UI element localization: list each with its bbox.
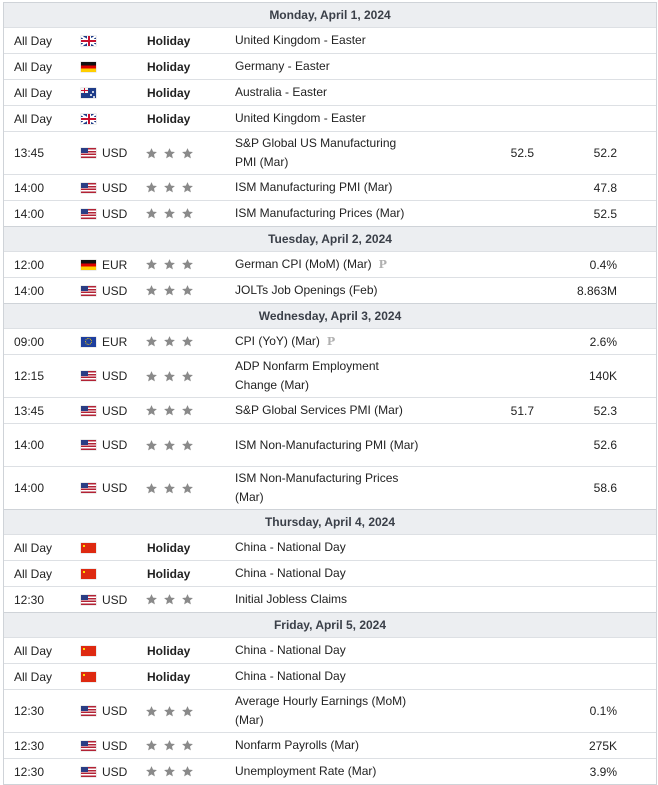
event-actual: [474, 535, 534, 560]
us-flag-icon: [81, 741, 96, 751]
eu-flag-icon: [81, 337, 96, 347]
event-time: 14:00: [14, 180, 45, 195]
event-name[interactable]: [235, 424, 420, 466]
event-currency: USD: [102, 146, 128, 160]
event-actual: [474, 278, 534, 303]
holiday-label: Holiday: [147, 59, 191, 74]
event-title[interactable]: Germany - Easter: [235, 59, 330, 73]
star-icon: [163, 439, 176, 452]
event-time: All Day: [14, 111, 53, 126]
star-icon: [145, 482, 158, 495]
event-forecast: [544, 535, 617, 560]
star-icon: [163, 593, 176, 606]
event-title[interactable]: United Kingdom - Easter: [235, 111, 366, 125]
event-forecast: 3.9%: [589, 764, 617, 779]
star-icon: [145, 258, 158, 271]
star-icon: [163, 284, 176, 297]
event-actual: [474, 690, 534, 732]
event-row[interactable]: [4, 79, 656, 105]
star-icon: [163, 482, 176, 495]
importance-stars: [145, 424, 205, 466]
event-name[interactable]: [235, 175, 420, 200]
star-icon: [181, 404, 194, 417]
event-time: 14:00: [14, 206, 45, 221]
event-name[interactable]: [235, 54, 420, 79]
event-actual: [474, 54, 534, 79]
importance-stars: [145, 355, 205, 397]
event-name[interactable]: [235, 587, 420, 612]
event-currency: USD: [102, 283, 128, 298]
star-icon: [145, 370, 158, 383]
star-icon: [181, 284, 194, 297]
event-time: 12:15: [14, 369, 45, 383]
event-title[interactable]: S&P Global Services PMI (Mar): [235, 403, 403, 417]
star-icon: [181, 147, 194, 160]
event-name[interactable]: [235, 398, 420, 423]
star-icon: [181, 705, 194, 718]
star-icon: [145, 739, 158, 752]
event-name[interactable]: [235, 535, 420, 560]
importance-stars: [145, 733, 205, 758]
event-actual: [474, 424, 534, 466]
importance-stars: [145, 252, 205, 277]
china-flag-icon: [81, 569, 96, 579]
event-currency: EUR: [102, 257, 128, 272]
us-flag-icon: [81, 767, 96, 777]
event-name[interactable]: [235, 759, 420, 784]
day-header: Tuesday, April 2, 2024: [4, 226, 656, 251]
event-actual: [474, 175, 534, 200]
star-icon: [163, 765, 176, 778]
event-row[interactable]: [4, 174, 656, 200]
event-row[interactable]: [4, 131, 656, 174]
event-name[interactable]: [235, 278, 420, 303]
event-forecast: 0.1%: [589, 704, 617, 718]
event-row[interactable]: [4, 397, 656, 423]
event-actual: [474, 759, 534, 784]
event-currency: USD: [102, 403, 128, 418]
event-forecast: 0.4%: [589, 257, 617, 272]
event-forecast: 140K: [588, 369, 617, 383]
event-forecast: 47.8: [593, 180, 617, 195]
event-name[interactable]: [235, 561, 420, 586]
star-icon: [181, 439, 194, 452]
holiday-label: Holiday: [147, 643, 191, 658]
us-flag-icon: [81, 183, 96, 193]
event-currency: USD: [102, 180, 128, 195]
star-icon: [145, 765, 158, 778]
event-row[interactable]: [4, 328, 656, 354]
us-flag-icon: [81, 595, 96, 605]
event-row[interactable]: [4, 560, 656, 586]
event-forecast: 52.2: [593, 146, 617, 160]
event-actual: [474, 329, 534, 354]
event-title[interactable]: CPI (YoY) (Mar): [235, 334, 320, 348]
holiday-label: Holiday: [147, 566, 191, 581]
event-actual: [474, 587, 534, 612]
event-currency: USD: [102, 704, 128, 718]
event-name[interactable]: [235, 690, 420, 732]
star-icon: [181, 739, 194, 752]
event-row[interactable]: [4, 423, 656, 466]
event-actual: [474, 106, 534, 131]
event-currency: USD: [102, 481, 128, 495]
us-flag-icon: [81, 148, 96, 158]
event-time: 13:45: [14, 403, 45, 418]
star-icon: [181, 370, 194, 383]
event-title[interactable]: Unemployment Rate (Mar): [235, 764, 377, 778]
event-forecast: [544, 587, 617, 612]
event-time: All Day: [14, 643, 53, 658]
event-time: All Day: [14, 540, 53, 555]
event-row[interactable]: [4, 689, 656, 732]
event-time: All Day: [14, 566, 53, 581]
event-forecast: [544, 106, 617, 131]
event-time: All Day: [14, 85, 53, 100]
economic-calendar-table: [3, 2, 657, 785]
importance-stars: [145, 329, 205, 354]
importance-stars: [145, 587, 205, 612]
star-icon: [145, 335, 158, 348]
event-title[interactable]: S&P Global US Manufacturing PMI (Mar): [235, 136, 397, 169]
preliminary-icon: P: [378, 258, 387, 271]
star-icon: [181, 207, 194, 220]
event-time: 12:00: [14, 257, 45, 272]
event-forecast: 8.863M: [576, 283, 617, 298]
event-actual: [474, 733, 534, 758]
us-flag-icon: [81, 706, 96, 716]
event-title[interactable]: Average Hourly Earnings (MoM) (Mar): [235, 694, 407, 727]
star-icon: [181, 765, 194, 778]
star-icon: [145, 593, 158, 606]
star-icon: [163, 739, 176, 752]
holiday-label: Holiday: [147, 111, 191, 126]
event-time: 12:30: [14, 738, 45, 753]
event-title[interactable]: Nonfarm Payrolls (Mar): [235, 738, 360, 752]
event-row[interactable]: [4, 53, 656, 79]
us-flag-icon: [81, 371, 96, 381]
event-currency: USD: [102, 369, 128, 383]
day-header: Wednesday, April 3, 2024: [4, 303, 656, 328]
event-currency: USD: [102, 764, 128, 779]
event-time: 12:30: [14, 704, 45, 718]
event-name[interactable]: [235, 252, 420, 277]
event-time: All Day: [14, 33, 53, 48]
event-currency: USD: [102, 206, 128, 221]
event-actual: [474, 561, 534, 586]
event-forecast: [544, 28, 617, 53]
event-row[interactable]: [4, 277, 656, 303]
event-actual: [474, 664, 534, 689]
event-name[interactable]: [235, 355, 420, 397]
event-time: 13:45: [14, 146, 45, 160]
event-time: 12:30: [14, 764, 45, 779]
star-icon: [181, 593, 194, 606]
event-name[interactable]: [235, 28, 420, 53]
importance-stars: [145, 690, 205, 732]
star-icon: [145, 207, 158, 220]
day-header: Thursday, April 4, 2024: [4, 509, 656, 534]
event-row[interactable]: [4, 758, 656, 784]
event-title[interactable]: JOLTs Job Openings (Feb): [235, 283, 378, 297]
star-icon: [163, 705, 176, 718]
event-forecast: [544, 638, 617, 663]
day-header: Friday, April 5, 2024: [4, 612, 656, 637]
importance-stars: [145, 201, 205, 226]
us-flag-icon: [81, 286, 96, 296]
uk-flag-icon: [81, 36, 96, 46]
germany-flag-icon: [81, 62, 96, 72]
event-row[interactable]: [4, 251, 656, 277]
event-row[interactable]: [4, 732, 656, 758]
event-forecast: 52.3: [593, 403, 617, 418]
importance-stars: [145, 175, 205, 200]
event-actual: [474, 80, 534, 105]
event-actual: [474, 252, 534, 277]
event-actual: [474, 28, 534, 53]
star-icon: [163, 335, 176, 348]
event-title[interactable]: ISM Non-Manufacturing PMI (Mar): [235, 437, 419, 452]
event-name[interactable]: [235, 132, 420, 174]
event-title[interactable]: ISM Manufacturing Prices (Mar): [235, 206, 405, 220]
star-icon: [163, 370, 176, 383]
event-title[interactable]: Australia - Easter: [235, 85, 328, 99]
event-time: 09:00: [14, 334, 45, 349]
star-icon: [163, 181, 176, 194]
event-time: All Day: [14, 669, 53, 684]
event-row[interactable]: [4, 354, 656, 397]
event-currency: EUR: [102, 334, 128, 349]
us-flag-icon: [81, 406, 96, 416]
us-flag-icon: [81, 440, 96, 450]
star-icon: [181, 482, 194, 495]
event-row[interactable]: [4, 637, 656, 663]
star-icon: [163, 258, 176, 271]
importance-stars: [145, 278, 205, 303]
event-currency: USD: [102, 738, 128, 753]
event-row[interactable]: [4, 27, 656, 53]
event-row[interactable]: [4, 200, 656, 226]
germany-flag-icon: [81, 260, 96, 270]
holiday-label: Holiday: [147, 669, 191, 684]
event-forecast: [544, 54, 617, 79]
star-icon: [181, 181, 194, 194]
star-icon: [163, 147, 176, 160]
event-forecast: [544, 561, 617, 586]
event-time: 12:30: [14, 592, 45, 607]
star-icon: [163, 207, 176, 220]
event-currency: USD: [102, 438, 128, 452]
star-icon: [145, 181, 158, 194]
event-title[interactable]: ADP Nonfarm Employment Change (Mar): [235, 359, 379, 392]
star-icon: [163, 404, 176, 417]
event-actual: 52.5: [510, 146, 534, 160]
star-icon: [145, 705, 158, 718]
event-forecast: 2.6%: [589, 334, 617, 349]
event-title[interactable]: Initial Jobless Claims: [235, 592, 348, 606]
us-flag-icon: [81, 483, 96, 493]
event-title[interactable]: China - National Day: [235, 540, 346, 554]
event-name[interactable]: [235, 80, 420, 105]
event-forecast: 52.6: [593, 438, 617, 452]
event-row[interactable]: [4, 663, 656, 689]
event-forecast: [544, 80, 617, 105]
event-forecast: 52.5: [593, 206, 617, 221]
event-actual: [474, 355, 534, 397]
holiday-label: Holiday: [147, 540, 191, 555]
preliminary-icon: P: [326, 335, 336, 348]
us-flag-icon: [81, 209, 96, 219]
star-icon: [145, 284, 158, 297]
china-flag-icon: [81, 672, 96, 682]
star-icon: [181, 258, 194, 271]
event-actual: [474, 467, 534, 509]
event-name[interactable]: [235, 467, 420, 509]
holiday-label: Holiday: [147, 33, 191, 48]
event-actual: 51.7: [510, 403, 534, 418]
day-header: Monday, April 1, 2024: [4, 2, 656, 27]
australia-flag-icon: [81, 88, 96, 98]
event-title[interactable]: ISM Non-Manufacturing Prices (Mar): [235, 471, 399, 504]
importance-stars: [145, 398, 205, 423]
event-name[interactable]: [235, 201, 420, 226]
event-title[interactable]: ISM Manufacturing PMI (Mar): [235, 180, 393, 194]
star-icon: [181, 335, 194, 348]
star-icon: [145, 439, 158, 452]
event-row[interactable]: [4, 105, 656, 131]
event-time: 14:00: [14, 283, 45, 298]
event-title[interactable]: China - National Day: [235, 566, 346, 580]
event-forecast: 58.6: [593, 481, 617, 495]
importance-stars: [145, 759, 205, 784]
event-currency: USD: [102, 592, 128, 607]
event-forecast: [544, 664, 617, 689]
event-forecast: 275K: [588, 738, 617, 753]
event-name[interactable]: [235, 106, 420, 131]
event-actual: [474, 638, 534, 663]
star-icon: [145, 404, 158, 417]
event-actual: [474, 201, 534, 226]
event-title[interactable]: China - National Day: [235, 669, 346, 683]
event-time: 14:00: [14, 438, 45, 452]
china-flag-icon: [81, 543, 96, 553]
star-icon: [145, 147, 158, 160]
event-row[interactable]: [4, 534, 656, 560]
event-row[interactable]: [4, 466, 656, 509]
event-name[interactable]: [235, 733, 420, 758]
event-name[interactable]: [235, 638, 420, 663]
event-name[interactable]: [235, 329, 420, 354]
importance-stars: [145, 132, 205, 174]
event-title[interactable]: China - National Day: [235, 643, 346, 657]
event-name[interactable]: [235, 664, 420, 689]
event-time: 14:00: [14, 481, 45, 495]
event-title[interactable]: German CPI (MoM) (Mar): [235, 257, 372, 271]
event-title[interactable]: United Kingdom - Easter: [235, 33, 366, 47]
china-flag-icon: [81, 646, 96, 656]
holiday-label: Holiday: [147, 85, 191, 100]
importance-stars: [145, 467, 205, 509]
uk-flag-icon: [81, 114, 96, 124]
event-row[interactable]: [4, 586, 656, 612]
event-time: All Day: [14, 59, 53, 74]
